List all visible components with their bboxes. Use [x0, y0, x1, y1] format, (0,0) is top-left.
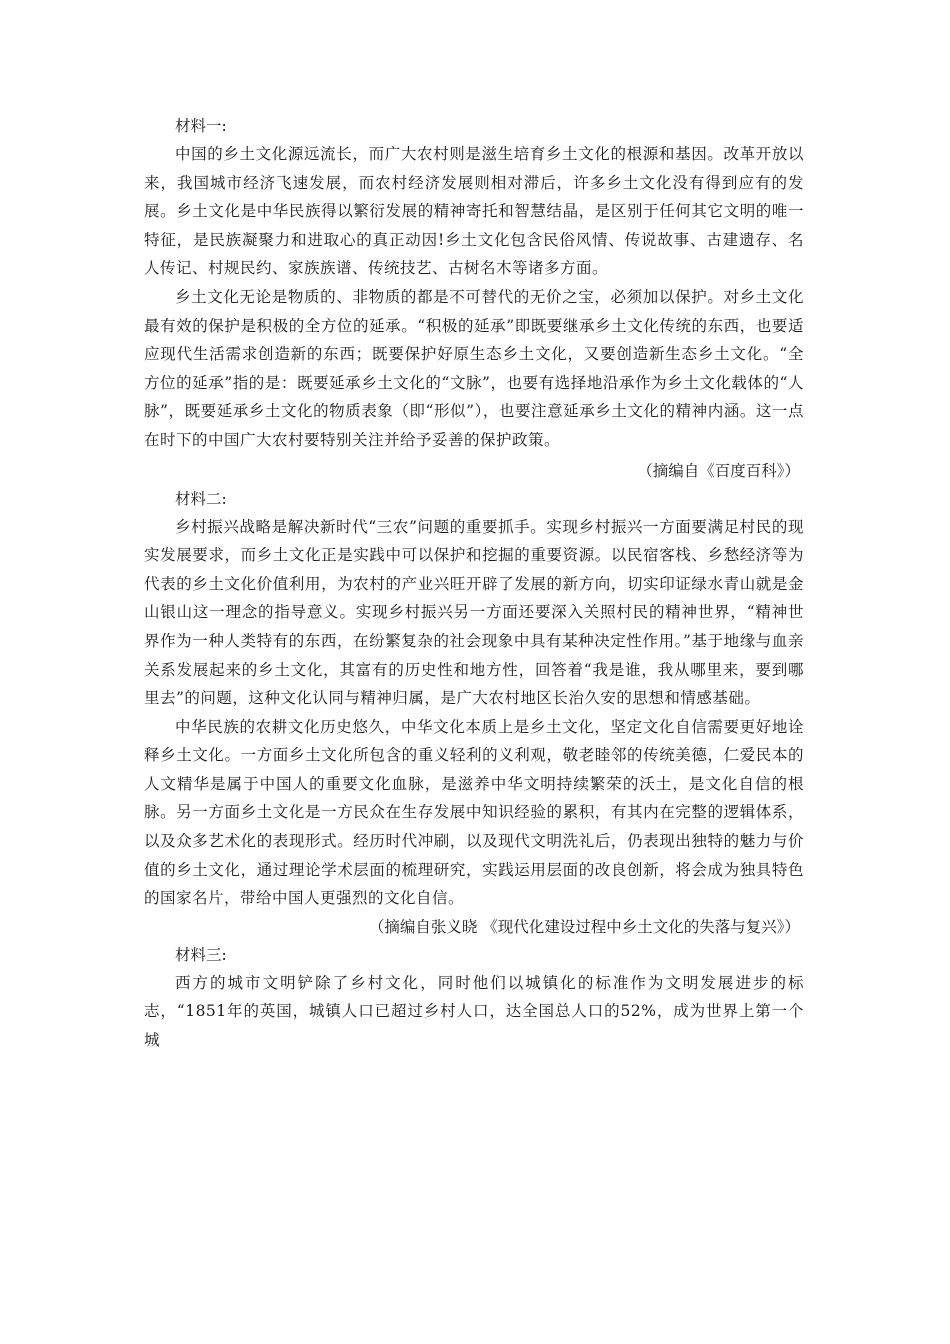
material1-source: （摘编自《百度百科》） — [637, 461, 800, 480]
material2-source: （摘编自张义晓 《现代化建设过程中乡土文化的失落与复兴》） — [368, 917, 800, 936]
material1-paragraph: 中国的乡土文化源远流长，而广大农村则是滋生培育乡土文化的根源和基因。改革开放以来，我国城市经济飞速发展，而农村经济发展则相对滞后，许多乡土文化没有得到应有的发展。乡土文化是中华民族得以繁衍发展的精神寄托和智慧结晶，是区别于任何其它文明的唯一特征，是民族凝聚力和进取心的真正动因!乡土文化包含民俗风情、传说故事、古建遗存、名人传记、村规民约、家族族谱、传统技艺、古树名木等诸多方面。 — [144, 145, 804, 278]
material2-paragraph: 乡村振兴战略是解决新时代“三农”问题的重要抓手。实现乡村振兴一方面要满足村民的现实发展要求，而乡土文化正是实践中可以保护和挖掘的重要资源。以民宿客栈、乡愁经济等为代表的乡土文化价值利用，为农村的产业兴旺开辟了发展的新方向，切实印证绿水青山就是金山银山这一理念的指导意义。实现乡村振兴另一方面还要深入关照村民的精神世界，“精神世界作为一种人类特有的东西，在纷繁复杂的社会现象中具有某种决定性作用。”基于地缘与血亲关系发展起来的乡土文化，其富有的历史性和地方性，回答着“我是谁，我从哪里来，要到哪里去”的问题，这种文化认同与精神归属，是广大农村地区长治久安的思想和情感基础。 — [144, 517, 804, 708]
material2-paragraph: 中华民族的农耕文化历史悠久，中华文化本质上是乡土文化，坚定文化自信需要更好地诠释乡土文化。一方面乡土文化所包含的重义轻利的义利观，敬老睦邻的传统美德，仁爱民本的人文精华是属于中国人的重要文化血脉，是滋养中华文明持续繁荣的沃土，是文化自信的根脉。另一方面乡土文化是一方民众在生存发展中知识经验的累积，有其内在完整的逻辑体系，以及众多艺术化的表现形式。经历时代冲刷，以及现代文明洗礼后，仍表现出独特的魅力与价值的乡土文化，通过理论学术层面的梳理研究，实践运用层面的改良创新，将会成为独具特色的国家名片，带给中国人更强烈的文化自信。 — [144, 717, 804, 908]
material2-heading: 材料二: — [175, 489, 227, 508]
document-page — [144, 112, 804, 1055]
material1-heading: 材料一: — [175, 117, 227, 135]
material3-paragraph: 西方的城市文明铲除了乡村文化，同时他们以城镇化的标准作为文明发展进步的标志，“1851年的英国，城镇人口已超过乡村人口，达全国总人口的52%，成为世界上第一个城 — [144, 973, 804, 1050]
material1-paragraph: 乡土文化无论是物质的、非物质的都是不可替代的无价之宝，必须加以保护。对乡土文化最有效的保护是积极的全方位的延承。“积极的延承”即既要继承乡土文化传统的东西，也要适应现代生活需求创造新的东西；既要保护好原生态乡土文化，又要创造新生态乡土文化。“全方位的延承”指的是：既要延承乡土文化的“文脉”，也要有选择地沿承作为乡土文化载体的“人脉”，既要延承乡土文化的物质表象（即“形似”），也要注意延承乡土文化的精神内涵。这一点在时下的中国广大农村要特别关注并给予妥善的保护政策。 — [144, 287, 804, 449]
material3-heading: 材料三: — [175, 945, 227, 964]
